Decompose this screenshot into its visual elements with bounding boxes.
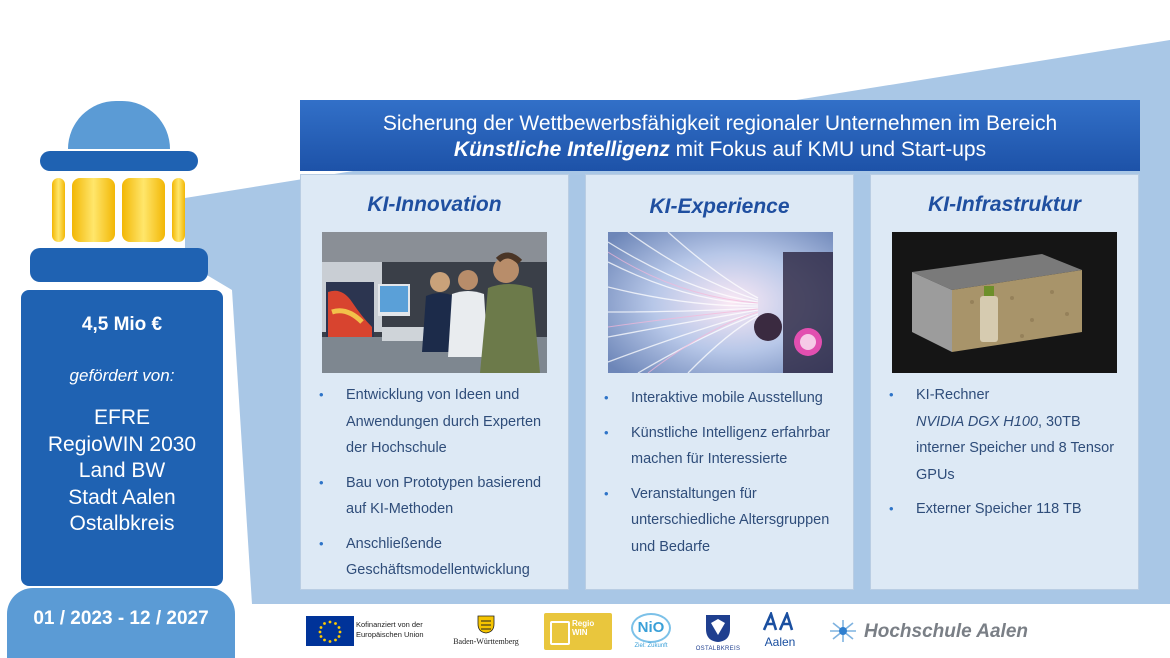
title-emphasis: Künstliche Intelligenz bbox=[453, 138, 670, 161]
funder-item: Land BW bbox=[78, 459, 166, 482]
page-title bbox=[300, 100, 1140, 171]
eu-text-line: Europäischen Union bbox=[356, 630, 424, 639]
funded-by-label: gefördert von: bbox=[69, 366, 175, 385]
hochschule-aalen-logo bbox=[826, 618, 1056, 646]
funder-item: Ostalbkreis bbox=[69, 512, 175, 535]
lighthouse-top-band bbox=[40, 151, 198, 171]
regiowin-logo bbox=[544, 613, 612, 650]
list-item: • Bau von Prototypen basierend auf KI-Methoden bbox=[317, 470, 554, 523]
baden-wuerttemberg-logo bbox=[448, 614, 524, 648]
bullet-list bbox=[317, 382, 554, 592]
funders-list bbox=[21, 405, 223, 538]
hochschule-star-icon bbox=[826, 618, 860, 644]
lighthouse-lamp bbox=[122, 178, 165, 242]
funder-item: EFRE bbox=[93, 406, 150, 429]
project-period: 01 / 2023 - 12 / 2027 bbox=[33, 608, 209, 629]
nio-sub: Ziel: Zukunft bbox=[634, 643, 668, 649]
title-line-2-rest: mit Fokus auf KMU und Start-ups bbox=[669, 138, 987, 161]
funding-amount: 4,5 Mio € bbox=[81, 314, 163, 335]
list-item: • Anschließende Geschäftsmodellentwicklung bbox=[317, 531, 554, 584]
list-item: • Interaktive mobile Ausstellung bbox=[602, 385, 839, 412]
eu-logo-text bbox=[356, 620, 424, 640]
lighthouse-body bbox=[21, 290, 223, 586]
card-ki-infrastruktur bbox=[870, 174, 1139, 590]
aalen-text: Aalen bbox=[764, 635, 796, 649]
lighthouse-lamp bbox=[172, 178, 185, 242]
lighthouse-gallery bbox=[30, 248, 208, 282]
lighthouse-lamp bbox=[52, 178, 65, 242]
bw-text: Baden-Württemberg bbox=[453, 637, 519, 646]
regiowin-text: Regio WIN bbox=[572, 619, 595, 637]
regiowin-mark bbox=[550, 621, 570, 645]
hochschule-text: Hochschule Aalen bbox=[864, 621, 1029, 642]
title-line-1: Sicherung der Wettbewerbsfähigkeit regionaler Unternehmen im Bereich bbox=[382, 112, 1058, 135]
eu-text-line: Kofinanziert von der bbox=[356, 620, 423, 629]
lighthouse-base bbox=[7, 588, 235, 658]
card-title: KI-Infrastruktur bbox=[928, 193, 1081, 216]
list-item: • Externer Speicher 118 TB bbox=[887, 496, 1124, 523]
funder-item: RegioWIN 2030 bbox=[47, 432, 197, 456]
gpu-model: NVIDIA DGX H100 bbox=[916, 413, 1038, 430]
server-photo bbox=[892, 232, 1117, 373]
fiber-optics-photo bbox=[608, 232, 833, 373]
card-ki-innovation bbox=[300, 174, 569, 590]
card-title: KI-Innovation bbox=[367, 193, 502, 216]
list-item: • Künstliche Intelligenz erfahrbar machen für Interessierte bbox=[602, 420, 839, 473]
lab-photo bbox=[322, 232, 547, 373]
card-title: KI-Experience bbox=[649, 195, 790, 218]
bullet-list bbox=[887, 382, 1124, 531]
card-ki-experience bbox=[585, 174, 854, 590]
stadt-aalen-logo bbox=[758, 612, 802, 652]
nio-text: NiO bbox=[631, 613, 671, 643]
list-item-text: , 30TB interner Speicher und 8 Tensor GPUs bbox=[916, 413, 1115, 483]
ostalbkreis-logo bbox=[694, 613, 742, 655]
bullet-list bbox=[602, 385, 839, 568]
list-item-text: KI-Rechner bbox=[916, 387, 990, 403]
list-item: • Entwicklung von Ideen und Anwendungen durch Experten der Hochschule bbox=[317, 382, 554, 462]
title-line-2 bbox=[300, 137, 1140, 163]
eu-logo bbox=[306, 616, 436, 646]
nio-logo bbox=[630, 613, 672, 653]
ostalbkreis-text: OSTALBKREIS bbox=[695, 646, 741, 652]
lighthouse-lamp bbox=[72, 178, 115, 242]
list-item bbox=[887, 382, 1124, 488]
funder-item: Stadt Aalen bbox=[68, 485, 176, 509]
list-item: • Veranstaltungen für unterschiedliche Altersgruppen und Bedarfe bbox=[602, 481, 839, 561]
